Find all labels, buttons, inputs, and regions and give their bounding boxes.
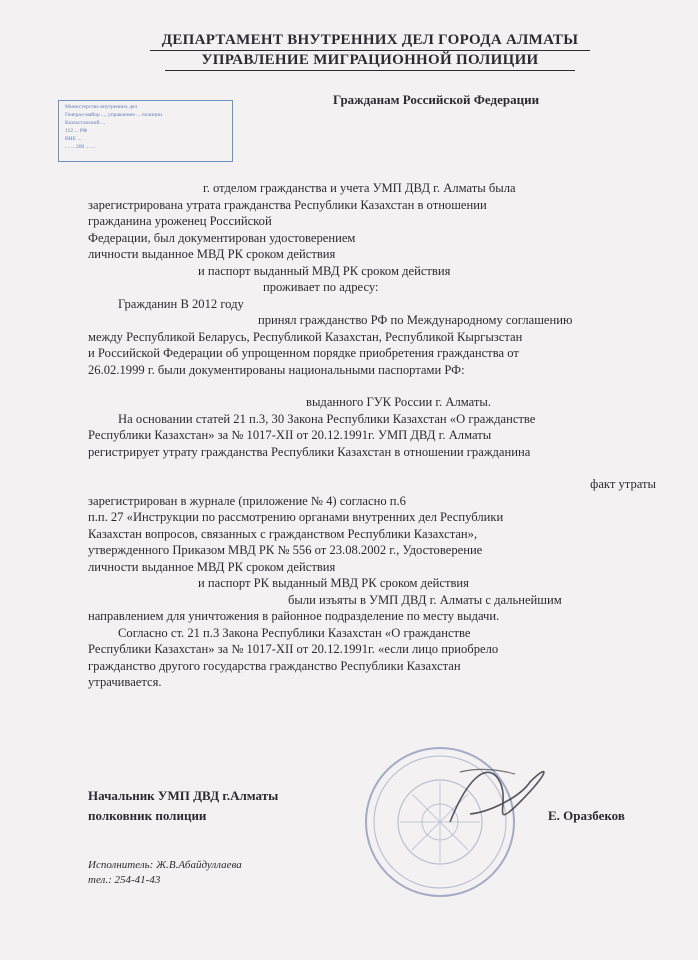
body-line: и паспорт выданный МВД РК сроком действия <box>198 263 451 278</box>
body-line: 26.02.1999 г. были документированы национальными паспортами РФ: <box>88 362 465 377</box>
header-department: ДЕПАРТАМЕНТ ВНУТРЕННИХ ДЕЛ ГОРОДА АЛМАТЫ <box>150 32 590 51</box>
stamp-line: 112 ... РФ <box>65 128 88 134</box>
signatory-position: Начальник УМП ДВД г.Алматы <box>88 788 279 803</box>
body-line: зарегистрирована утрата гражданства Республики Казахстан в отношении <box>88 197 487 212</box>
executor-name: Исполнитель: Ж.В.Абайдуллаева <box>88 859 242 871</box>
body-line: направлением для уничтожения в районное подразделение по месту выдачи. <box>88 609 500 623</box>
body-line: между Республикой Беларусь, Республикой Казахстан, Республикой Кыргызстан <box>88 329 523 344</box>
signatory-name: Е. Оразбеков <box>548 808 625 823</box>
signatory-title <box>88 786 278 826</box>
body-line: и Российской Федерации об упрощенном порядке приобретения гражданства от <box>88 346 519 360</box>
body-line: гражданство другого государства гражданство Республики Казахстан <box>88 658 461 673</box>
executor-info <box>88 858 242 888</box>
signatory-rank: полковник полиции <box>88 808 207 823</box>
body-line: и паспорт РК выданный МВД РК сроком действия <box>198 576 469 590</box>
stamp-line: Министерство внутренних дел <box>65 104 138 110</box>
body-line: принял гражданство РФ по Международному соглашению <box>258 313 573 327</box>
registration-stamp <box>58 100 233 162</box>
body-line: Республики Казахстан» за № 1017-XII от 20.12.1991г. УМП ДВД г. Алматы <box>88 428 492 442</box>
body-line: п.п. 27 «Инструкции по рассмотрению органами внутренних дел Республики <box>88 510 504 524</box>
body-line: личности выданное МВД РК сроком действия <box>88 247 336 261</box>
letter-body <box>88 180 656 691</box>
body-line: проживает по адресу: <box>263 280 379 294</box>
stamp-line: ВНЕ ... <box>65 136 82 142</box>
handwritten-signature <box>430 752 570 842</box>
body-line: Казахстан вопросов, связанных с гражданством Республики Казахстан», <box>88 526 478 541</box>
body-line: Федерации, был документирован удостоверением <box>88 230 356 245</box>
body-line: утрачивается. <box>88 675 162 689</box>
executor-phone: тел.: 254-41-43 <box>88 874 161 886</box>
body-line: зарегистрирован в журнале (приложение № 4) согласно п.6 <box>88 493 406 508</box>
body-line: Гражданин В 2012 году <box>118 296 244 311</box>
body-line: выданного ГУК России г. Алматы. <box>306 395 492 409</box>
addressee: Гражданам Российской Федерации <box>333 92 540 107</box>
header-directorate: УПРАВЛЕНИЕ МИГРАЦИОННОЙ ПОЛИЦИИ <box>165 52 575 71</box>
body-line: На основании статей 21 п.3, 30 Закона Республики Казахстан «О гражданстве <box>118 411 536 426</box>
body-line: гражданина уроженец Российской <box>88 214 272 228</box>
body-line: были изъяты в УМП ДВД г. Алматы с дальнейшим <box>288 592 562 607</box>
body-line: личности выданное МВД РК сроком действия <box>88 559 336 574</box>
body-line: Согласно ст. 21 п.3 Закона Республики Казахстан «О гражданстве <box>118 625 471 640</box>
stamp-line: Генерал-майор ..., управление ... полиции <box>65 112 162 118</box>
body-line: регистрирует утрату гражданства Республики Казахстан в отношении гражданина <box>88 444 531 459</box>
stamp-line: ... ... 200 ... ... <box>65 144 96 150</box>
stamp-line: Казахстанский ... <box>65 120 106 126</box>
body-line: г. отделом гражданства и учета УМП ДВД г. Алматы была <box>203 181 516 195</box>
body-line: утвержденного Приказом МВД РК № 556 от 23.08.2002 г., Удостоверение <box>88 543 483 557</box>
body-line: Республики Казахстан» за № 1017-XII от 20.12.1991г. «если лицо приобрело <box>88 642 499 656</box>
body-line: факт утраты <box>590 477 656 491</box>
